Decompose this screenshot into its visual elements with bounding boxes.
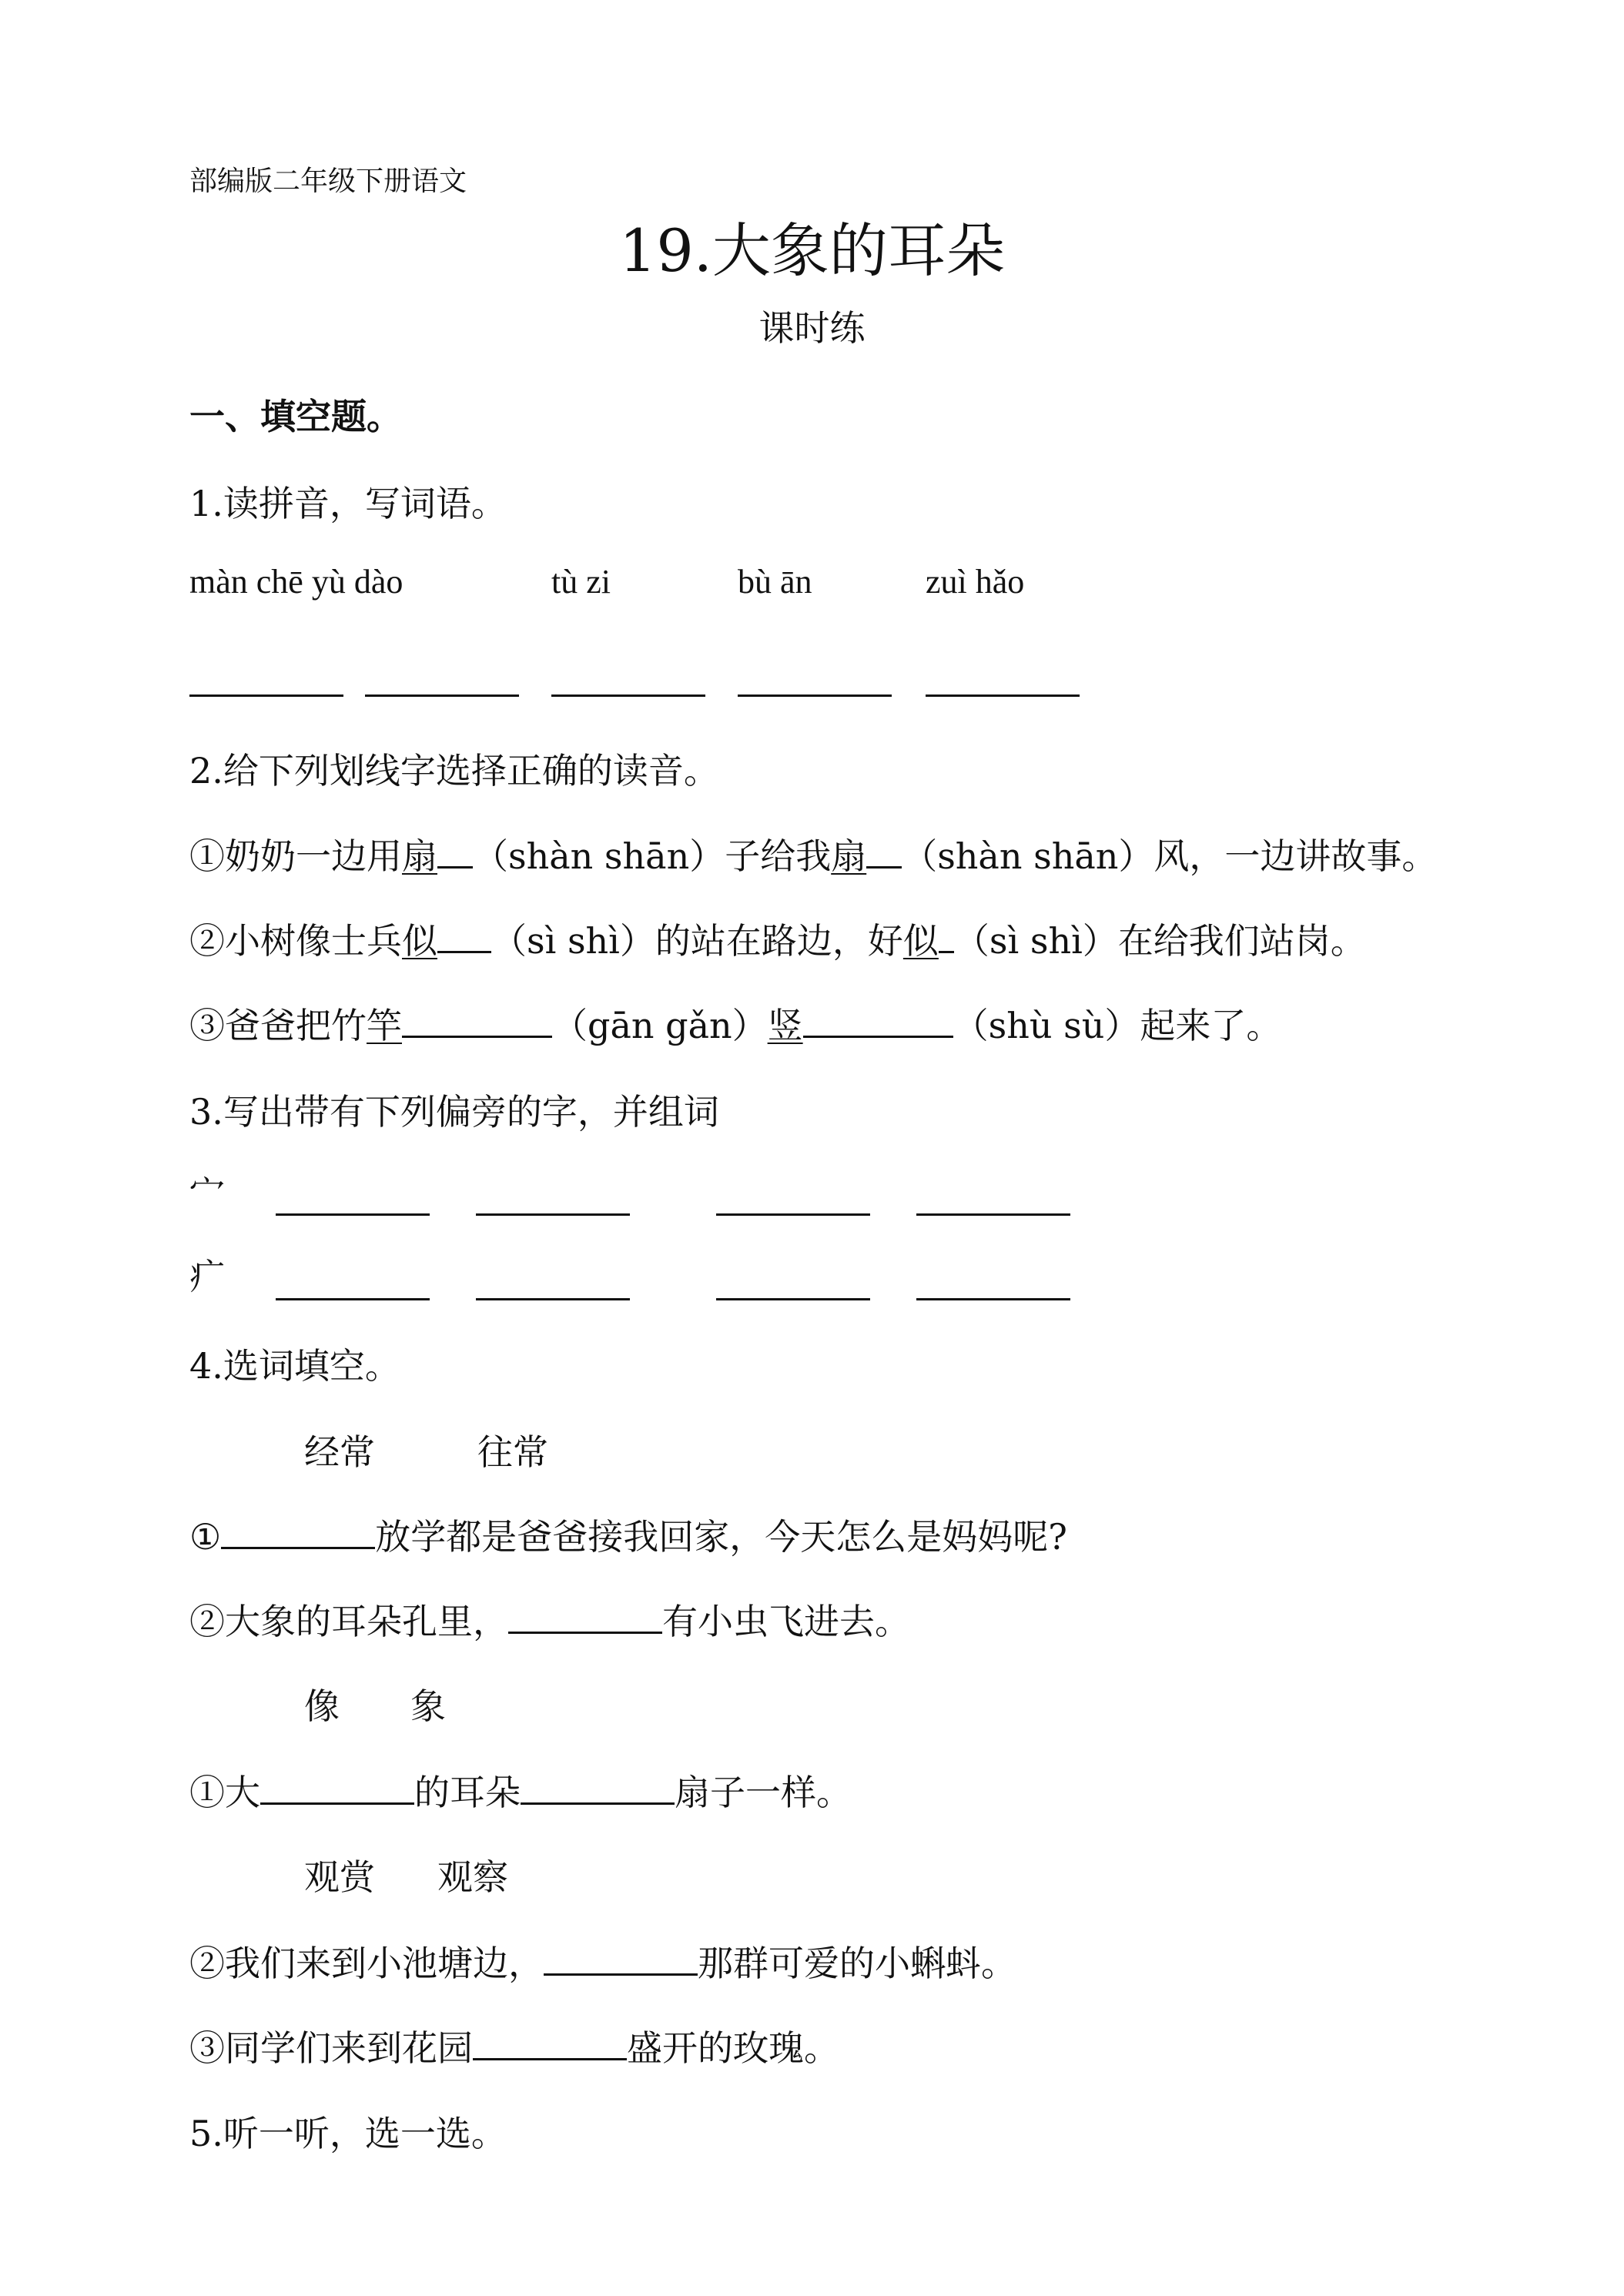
answer-blank[interactable] [402, 1035, 552, 1038]
question-2-item-1: ①奶奶一边用扇 （shàn shān）子给我扇 （shàn shān）风，一边讲故事。 [189, 835, 1438, 877]
word-option: 像 [304, 1685, 340, 1727]
page-subtitle: 课时练 [758, 307, 866, 349]
pinyin-4: zuì hǎo [926, 563, 1025, 601]
answer-blank[interactable] [716, 1298, 870, 1300]
answer-blank[interactable] [476, 1213, 630, 1216]
answer-blank[interactable] [521, 1802, 675, 1805]
question-5-label: 5.听一听，选一选。 [189, 2113, 507, 2154]
answer-blank[interactable] [260, 1802, 414, 1805]
radical-roof: 宀 [189, 1171, 225, 1213]
answer-blank[interactable] [939, 950, 954, 953]
answer-blank[interactable] [276, 1298, 430, 1300]
question-3-label: 3.写出带有下列偏旁的字，并组词 [189, 1091, 719, 1133]
word-option: 观察 [437, 1856, 508, 1898]
answer-blank[interactable] [437, 865, 473, 869]
answer-blank[interactable] [437, 950, 491, 953]
answer-blank[interactable] [916, 1213, 1070, 1216]
pinyin-3: bù ān [738, 563, 812, 601]
answer-blank[interactable] [916, 1298, 1070, 1300]
question-4-sentence: ① 放学都是爸爸接我回家，今天怎么是妈妈呢? [189, 1516, 1067, 1558]
question-1-label: 1.读拼音，写词语。 [189, 483, 507, 524]
answer-blank[interactable] [473, 2057, 627, 2060]
answer-blank[interactable] [544, 1973, 698, 1976]
question-4-sentence: ①大 的耳朵 扇子一样。 [189, 1772, 852, 1813]
pinyin-1: màn chē yù dào [189, 563, 403, 601]
word-option: 象 [410, 1685, 446, 1727]
question-4-sentence: ②我们来到小池塘边， 那群可爱的小蝌蚪。 [189, 1943, 1016, 1984]
answer-blank[interactable] [866, 865, 902, 869]
answer-blank[interactable] [738, 694, 892, 697]
word-option: 往常 [477, 1431, 548, 1473]
document-header: 部编版二年级下册语文 [189, 166, 467, 197]
answer-blank[interactable] [803, 1035, 953, 1038]
answer-blank[interactable] [189, 694, 343, 697]
answer-blank[interactable] [926, 694, 1080, 697]
question-4-sentence: ②大象的耳朵孔里， 有小虫飞进去。 [189, 1601, 910, 1642]
answer-blank[interactable] [276, 1213, 430, 1216]
answer-blank[interactable] [476, 1298, 630, 1300]
word-option: 经常 [304, 1431, 375, 1473]
answer-blank[interactable] [716, 1213, 870, 1216]
answer-blank[interactable] [365, 694, 519, 697]
pinyin-2: tù zi [551, 563, 611, 601]
section-heading-fill-blank: 一、填空题。 [189, 396, 402, 437]
word-option: 观赏 [304, 1856, 375, 1898]
answer-blank[interactable] [221, 1546, 375, 1549]
question-2-label: 2.给下列划线字选择正确的读音。 [189, 750, 719, 792]
question-4-label: 4.选词填空。 [189, 1345, 400, 1387]
question-2-item-3: ③爸爸把竹竿 （gān gǎn）竖 （shù sù）起来了。 [189, 1005, 1282, 1046]
radical-sickness: 疒 [189, 1256, 225, 1297]
answer-blank[interactable] [551, 694, 705, 697]
page-title: 19.大象的耳朵 [619, 216, 1005, 285]
question-2-item-2: ②小树像士兵似 （sì shì）的站在路边，好似 （sì shì）在给我们站岗。 [189, 920, 1366, 962]
answer-blank[interactable] [508, 1631, 662, 1634]
question-4-sentence: ③同学们来到花园 盛开的玫瑰。 [189, 2027, 839, 2069]
